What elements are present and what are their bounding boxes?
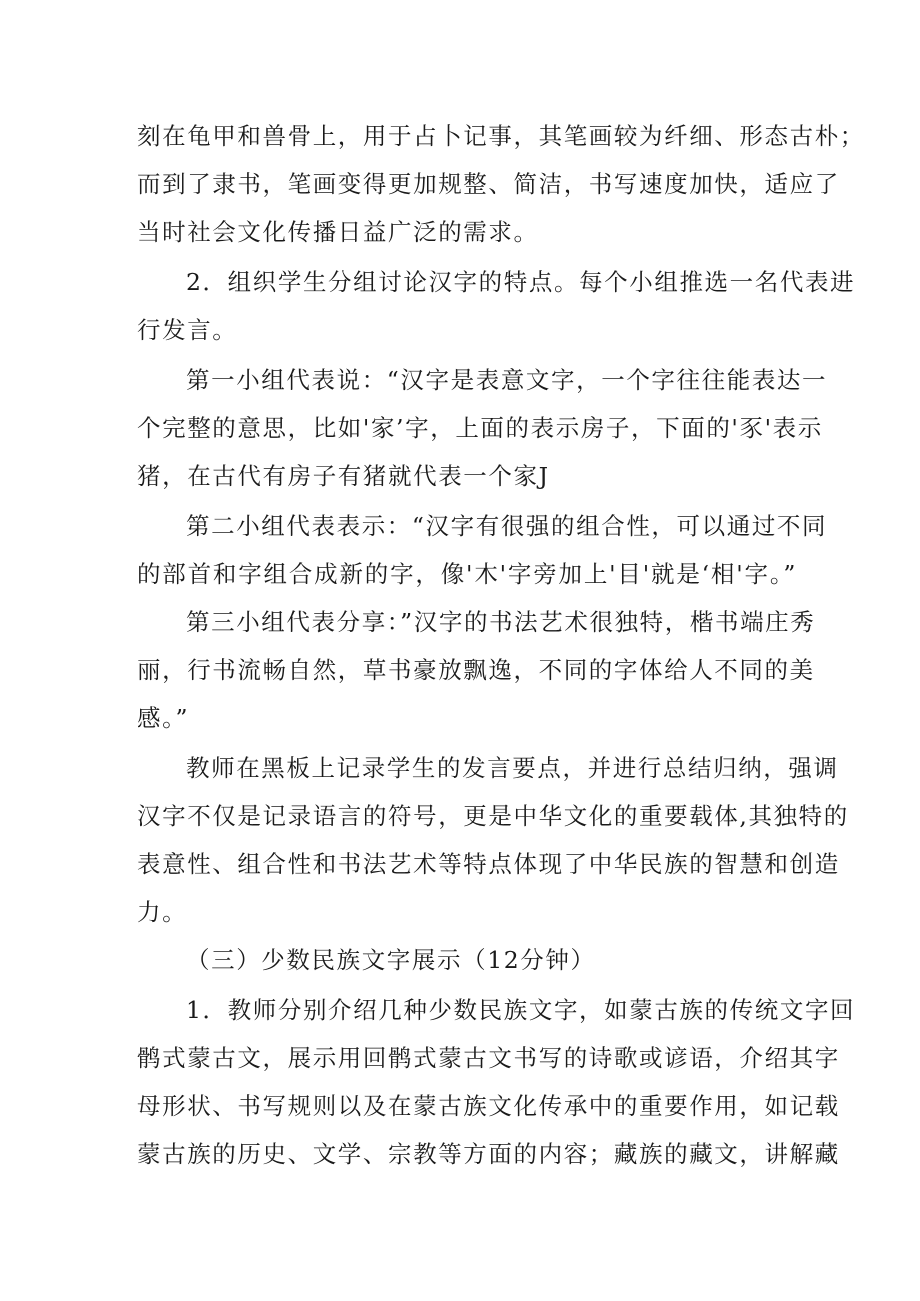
paragraph-line: 母形状、书写规则以及在蒙古族文化传承中的重要作用，如记载: [137, 1092, 840, 1120]
paragraph-line: 第一小组代表说：“汉字是表意文字，一个字往往能表达一: [186, 366, 828, 394]
paragraph-line: 2．组织学生分组讨论汉字的特点。每个小组推选一名代表进: [186, 268, 856, 296]
paragraph-line: 鹘式蒙古文，展示用回鹘式蒙古文书写的诗歌或谚语，介绍其字: [137, 1044, 840, 1072]
paragraph-line: 当时社会文化传播日益广泛的需求。: [137, 218, 539, 246]
paragraph-line: 表意性、组合性和书法艺术等特点体现了中华民族的智慧和创造: [137, 850, 840, 878]
paragraph-line: 的部首和字组合成新的字，像'木'字旁加上'目'就是‘相'字。”: [137, 560, 797, 588]
section-heading: （三）少数民族文字展示（12分钟）: [186, 946, 596, 974]
paragraph-line: 蒙古族的历史、文学、宗教等方面的内容；藏族的藏文，讲解藏: [137, 1140, 840, 1168]
paragraph-line: 丽，行书流畅自然，草书豪放飘逸，不同的字体给人不同的美: [137, 656, 815, 684]
paragraph-line: 力。: [137, 898, 188, 926]
paragraph-line: 刻在龟甲和兽骨上，用于占卜记事，其笔画较为纤细、形态古朴；: [137, 122, 865, 150]
paragraph-line: 感。”: [137, 704, 190, 732]
paragraph-line: 第二小组代表表示：“汉字有很强的组合性，可以通过不同: [186, 512, 828, 540]
paragraph-line: 第三小组代表分享：”汉字的书法艺术很独特，楷书端庄秀: [186, 608, 816, 636]
paragraph-line: 行发言。: [137, 316, 238, 344]
paragraph-line: 汉字不仅是记录语言的符号，更是中华文化的重要载体,其独特的: [137, 802, 849, 830]
paragraph-line: 个完整的意思，比如'家’字，上面的表示房子，下面的'豕'表示: [137, 414, 823, 442]
paragraph-line: 而到了隶书，笔画变得更加规整、简洁，书写速度加快，适应了: [137, 170, 840, 198]
paragraph-line: 教师在黑板上记录学生的发言要点，并进行总结归纳，强调: [186, 754, 839, 782]
paragraph-line: 猪，在古代有房子有猪就代表一个家J: [137, 462, 550, 490]
paragraph-line: 1．教师分别介绍几种少数民族文字，如蒙古族的传统文字回: [186, 996, 856, 1024]
